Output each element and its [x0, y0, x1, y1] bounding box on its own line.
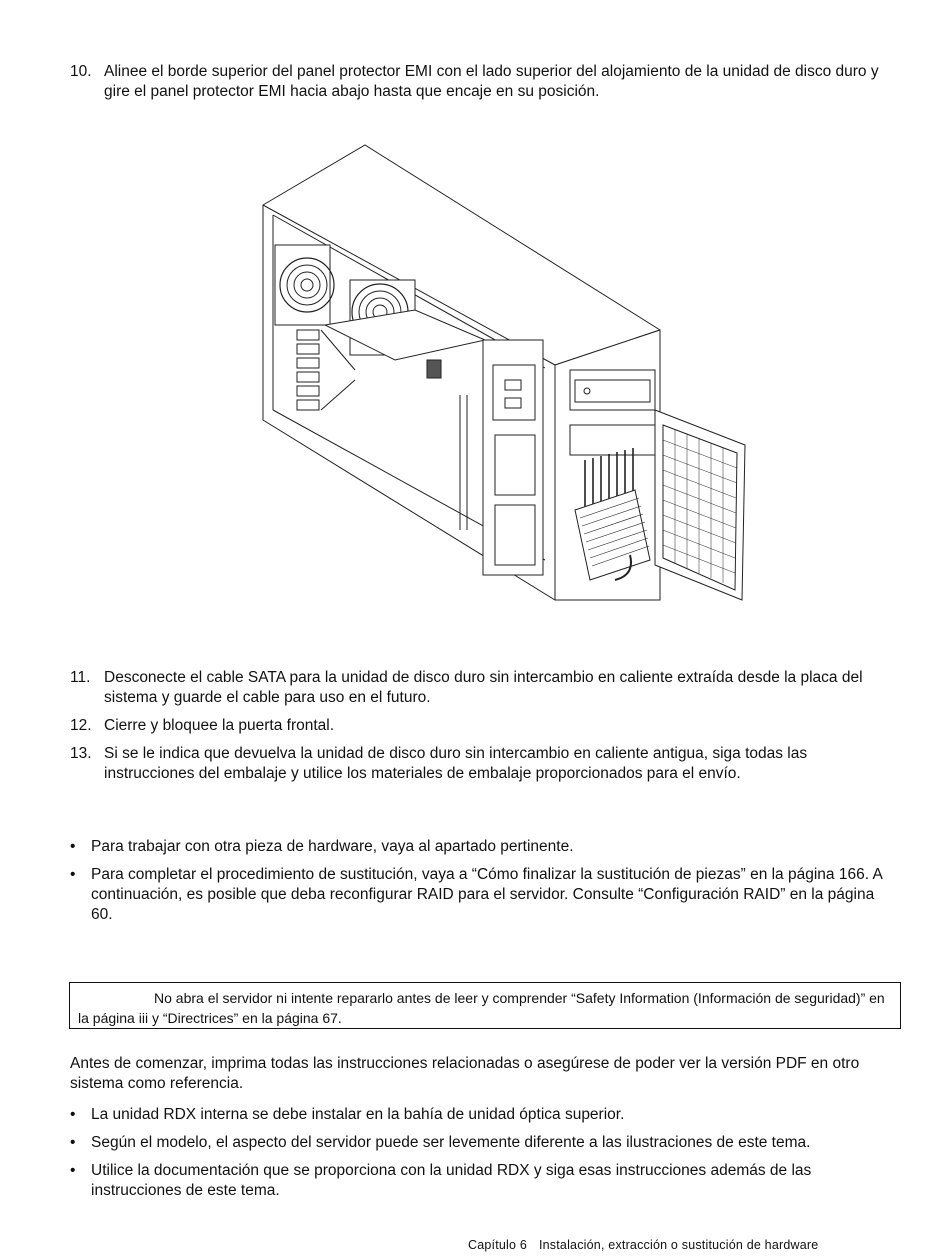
step-number: 10.	[70, 63, 92, 80]
next-step-item	[70, 837, 900, 857]
page-footer	[468, 1238, 818, 1252]
step-text: Cierre y bloquee la puerta frontal.	[104, 717, 335, 734]
rdx-note-item	[70, 1161, 900, 1201]
rdx-note-item	[70, 1105, 900, 1125]
step-10	[70, 62, 900, 102]
step-text: Desconecte el cable SATA para la unidad de disco duro sin intercambio en caliente extraída desde la placa del sistema y guarde el cable para uso en el futuro.	[104, 669, 863, 706]
rdx-note-item	[70, 1133, 900, 1153]
bullet-text: La unidad RDX interna se debe instalar en la bahía de unidad óptica superior.	[91, 1106, 625, 1123]
step-number: 11.	[70, 669, 91, 686]
step-text: Alinee el borde superior del panel protector EMI con el lado superior del alojamiento de la unidad de disco duro y gire el panel protector EMI hacia abajo hasta que encaje en su posición.	[104, 63, 879, 100]
intro-paragraph: Antes de comenzar, imprima todas las instrucciones relacionadas o asegúrese de poder ver la versión PDF en otro sistema como referencia.	[70, 1055, 860, 1092]
bullet-icon: •	[70, 1134, 76, 1151]
server-emi-panel-illustration	[255, 140, 750, 610]
next-step-item	[70, 865, 900, 925]
step-12	[70, 716, 900, 736]
safety-notice-box	[69, 982, 901, 1029]
step-number: 13.	[70, 745, 92, 762]
bullet-icon: •	[70, 866, 76, 883]
bullet-text: Según el modelo, el aspecto del servidor puede ser levemente diferente a las ilustraciones de este tema.	[91, 1134, 811, 1151]
notice-text: No abra el servidor ni intente repararlo antes de leer y comprender “Safety Information (Información de seguridad)” en la página iii y “Directrices” en la página 67.	[78, 990, 885, 1026]
bullet-icon: •	[70, 838, 76, 855]
bullet-text: Para completar el procedimiento de sustitución, vaya a “Cómo finalizar la sustitución de piezas” en la página 166. A continuación, es posible que deba reconfigurar RAID para el servidor. Consulte “Configuración RAID” en la página 60.	[91, 866, 882, 923]
step-13	[70, 744, 900, 784]
footer-title: Instalación, extracción o sustitución de hardware	[538, 1238, 819, 1252]
bullet-text: Utilice la documentación que se proporciona con la unidad RDX y siga esas instrucciones además de las instrucciones de este tema.	[91, 1162, 812, 1199]
bullet-icon: •	[70, 1106, 76, 1123]
bullet-text: Para trabajar con otra pieza de hardware, vaya al apartado pertinente.	[91, 838, 574, 855]
bullet-icon: •	[70, 1162, 76, 1179]
step-number: 12.	[70, 717, 92, 734]
step-text: Si se le indica que devuelva la unidad de disco duro sin intercambio en caliente antigua, siga todas las instrucciones del embalaje y utilice los materiales de embalaje proporcionados para el envío.	[104, 745, 808, 782]
footer-chapter: Capítulo 6	[468, 1238, 527, 1252]
step-11	[70, 668, 900, 708]
